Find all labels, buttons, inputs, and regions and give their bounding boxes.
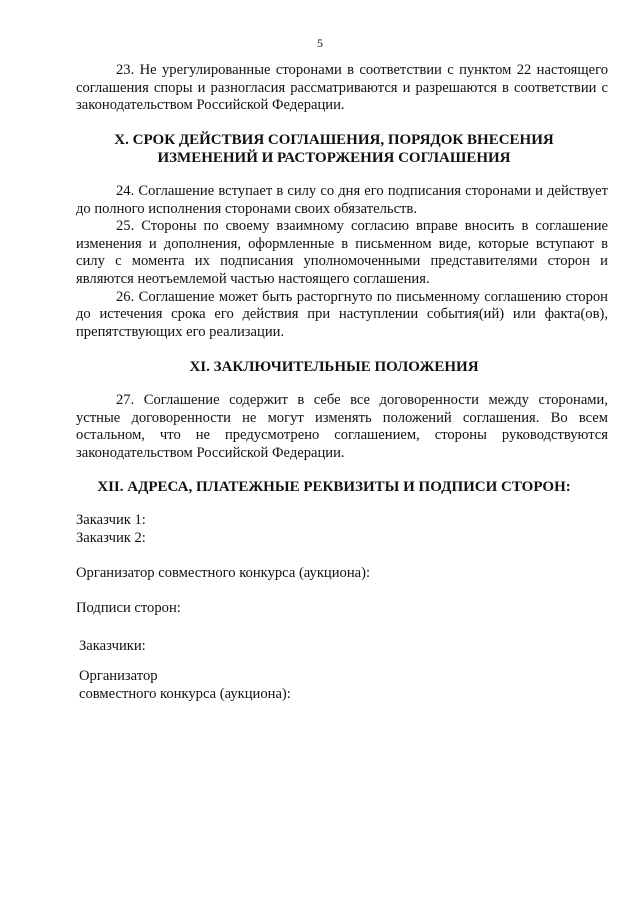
- organizer-label: Организатор совместного конкурса (аукциона):: [76, 565, 371, 581]
- paragraph-25: 25. Стороны по своему взаимному согласию вправе вносить в соглашение изменения и дополнения, оформленные в письменном виде, которые вступают в силу с момента их подписания уполномоченными представителями сторон и являются неотъемлемой частью настоящего соглашения.: [76, 218, 608, 287]
- customer-2-label: Заказчик 2:: [76, 530, 146, 546]
- customer-1-label: Заказчик 1:: [76, 512, 146, 528]
- section-x-heading-line-2: ИЗМЕНЕНИЙ И РАСТОРЖЕНИЯ СОГЛАШЕНИЯ: [157, 150, 511, 166]
- signatures-label: Подписи сторон:: [76, 600, 181, 616]
- organizer-signature-label-line-1: Организатор: [79, 668, 158, 684]
- section-xii-heading: XII. АДРЕСА, ПЛАТЕЖНЫЕ РЕКВИЗИТЫ И ПОДПИСИ СТОРОН:: [97, 479, 571, 495]
- paragraph-26: 26. Соглашение может быть расторгнуто по письменному соглашению сторон до истечения срока его действия при наступлении события(ий) или факта(ов), препятствующих его реализации.: [76, 288, 608, 340]
- section-x-heading-line-1: X. СРОК ДЕЙСТВИЯ СОГЛАШЕНИЯ, ПОРЯДОК ВНЕСЕНИЯ: [114, 132, 554, 148]
- page-number: 5: [317, 36, 323, 50]
- paragraph-27: 27. Соглашение содержит в себе все договоренности между сторонами, устные договоренности не могут изменять положений соглашения. Во всем остальном, что не предусмотрено соглашением, стороны руководствуются законодательством Российской Федерации.: [76, 392, 608, 461]
- section-x-body: [76, 183, 608, 341]
- customers-signature-label: Заказчики:: [79, 638, 146, 654]
- section-xi-body: [76, 392, 608, 462]
- paragraph-23: 23. Не урегулированные сторонами в соответствии с пунктом 22 настоящего соглашения споры и разногласия рассматриваются и разрешаются в соответствии с законодательством Российской Федерации.: [76, 62, 608, 114]
- section-xi-heading: XI. ЗАКЛЮЧИТЕЛЬНЫЕ ПОЛОЖЕНИЯ: [189, 359, 479, 375]
- paragraph-23-block: [76, 62, 608, 115]
- paragraph-24: 24. Соглашение вступает в силу со дня его подписания сторонами и действует до полного исполнения сторонами своих обязательств.: [76, 183, 608, 217]
- organizer-signature-label-line-2: совместного конкурса (аукциона):: [79, 686, 291, 702]
